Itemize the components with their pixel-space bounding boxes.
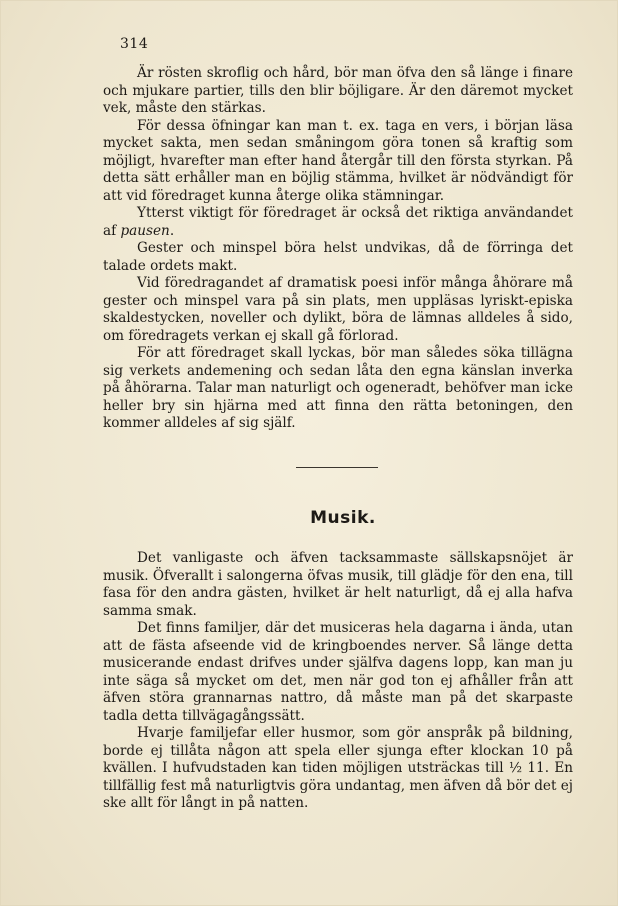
italic-word: pausen (120, 222, 170, 239)
section-divider (296, 467, 378, 468)
paragraph: Det finns familjer, där det musiceras hela dagarna i ända, utan att de fästa afseende vid de kringboendes nerver. Så länge detta musicerande endast drifves under själfva dagens lopp, kan man ju inte säga så mycket om det, men när god ton ej afhåller från att äfven störa grannarnas nattro, då måste man på det skarpaste tadla detta tillvägagångssätt. (103, 620, 573, 724)
section-heading: Musik. (310, 508, 376, 528)
paragraph: Vid föredragandet af dramatisk poesi inför många åhörare må gester och minspel vara på sin plats, men uppläsas lyriskt-episka skaldestycken, noveller och dylikt, böra de lämnas alldeles å sido, om föredragets verkan ej skall gå förlorad. (103, 275, 573, 344)
paragraph (103, 205, 573, 240)
paragraph: För dessa öfningar kan man t. ex. taga en vers, i början läsa mycket sakta, men sedan småningom göra tonen så kraftig som möjligt, hvarefter man efter hand återgår till den första styrkan. På detta sätt erhåller man en böjlig stämma, hvilket är nödvändigt för att vid föredraget kunna återge olika stämningar. (103, 117, 573, 204)
paragraph: Är rösten skroflig och hård, bör man öfva den så länge i finare och mjukare partier, tills den blir böjligare. Är den däremot mycket vek, måste den stärkas. (103, 65, 573, 116)
paragraph: För att föredraget skall lyckas, bör man således söka tillägna sig verkets andemening och sedan låta den egna känslan inverka på åhörarna. Talar man naturligt och ogeneradt, behöfver man icke heller bry sin hjärna med att finna den rätta betoningen, den kommer alldeles af sig själf. (103, 345, 573, 431)
text-block-top (103, 65, 573, 433)
paragraph: Hvarje familjefar eller husmor, som gör anspråk på bildning, borde ej tillåta någon att spela eller sjunga efter klockan 10 på kvällen. I hufvudstaden kan tiden möjligen utsträckas till ½ 11. En tillfällig fest må naturligtvis göra undantag, men äfven då bör det ej ske allt för långt in på natten. (103, 725, 573, 811)
text-block-bottom (103, 550, 573, 813)
paragraph-text: . (169, 222, 175, 239)
paragraph: Det vanligaste och äfven tacksammaste sällskapsnöjet är musik. Öfverallt i salongerna öfvas musik, till glädje för den ena, till fasa för den andra gästen, hvilket är helt naturligt, då ej alla hafva samma smak. (103, 550, 573, 619)
paragraph: Gester och minspel böra helst undvikas, då de förringa det talade ordets makt. (103, 240, 573, 274)
paragraph-text: Ytterst viktigt för föredraget är också det riktiga användandet af (103, 205, 573, 239)
page-number: 314 (120, 36, 149, 52)
